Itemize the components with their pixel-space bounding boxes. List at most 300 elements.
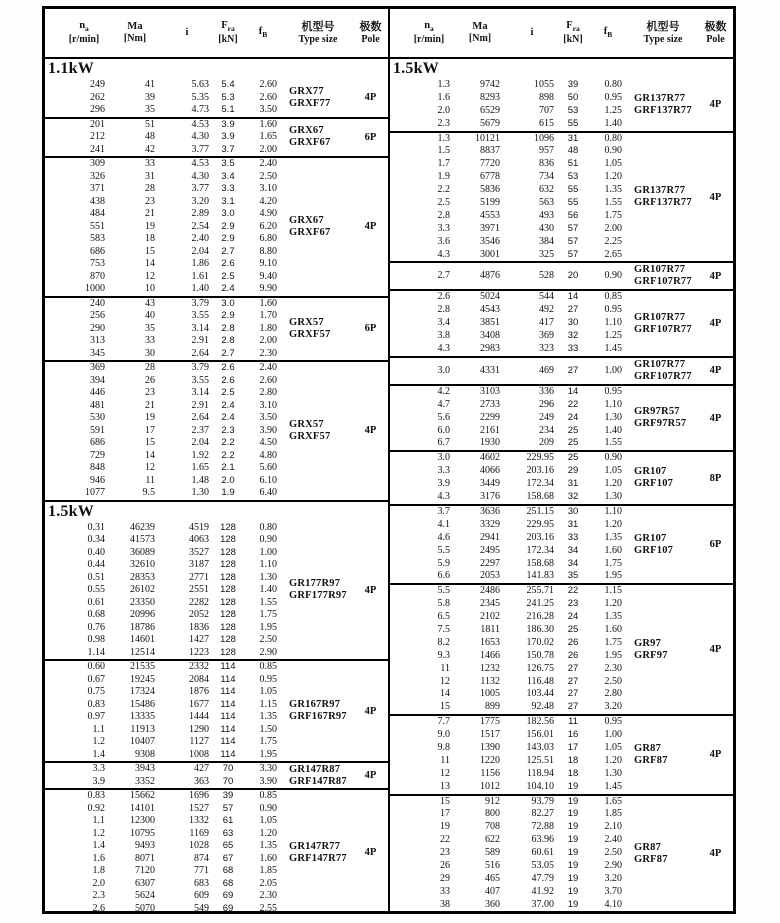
- torque-value: 19: [145, 220, 155, 232]
- table-row: [59, 634, 283, 647]
- torque-value: 15: [145, 437, 155, 448]
- table-row: [404, 532, 628, 545]
- radial-force-value: 16: [567, 729, 579, 741]
- torque-value: 1517: [480, 729, 500, 741]
- speed-value: 2.2: [437, 184, 450, 196]
- speed-value: 5.5: [437, 544, 450, 556]
- service-factor-value: 2.00: [259, 335, 277, 346]
- ratio-value: 41.92: [531, 885, 554, 897]
- service-factor-value: 1.25: [604, 104, 622, 116]
- torque-value: 28: [145, 183, 155, 194]
- torque-value: 3546: [480, 235, 500, 247]
- header-pole: [353, 21, 388, 45]
- pole-label: 8P: [709, 472, 722, 484]
- type-size-lines: [289, 125, 330, 149]
- table-row: [404, 755, 628, 768]
- radial-force-value: 48: [567, 145, 579, 157]
- radial-force-value: 56: [567, 209, 579, 221]
- speed-value: 212: [90, 131, 105, 142]
- pole-label: 6P: [364, 131, 377, 143]
- torque-value: 4543: [480, 304, 500, 316]
- speed-value: 0.51: [87, 571, 105, 583]
- speed-value: 1.6: [92, 852, 105, 864]
- speed-value: 1.5: [437, 145, 450, 157]
- speed-value: 0.61: [87, 596, 105, 608]
- torque-value: 3103: [480, 385, 500, 397]
- speed-value: 0.31: [87, 521, 105, 533]
- ratio-value: 3.20: [191, 195, 209, 207]
- ratio-value: 172.34: [526, 544, 554, 556]
- speed-value: 0.75: [87, 686, 105, 697]
- type-size-lines: [289, 764, 347, 788]
- table-row: [404, 688, 628, 701]
- service-factor-value: 2.05: [259, 877, 277, 889]
- torque-value: 4876: [480, 270, 500, 282]
- table-row: [404, 358, 628, 384]
- torque-value: 28353: [130, 571, 155, 583]
- table-row: [404, 545, 628, 558]
- table-row: [59, 534, 283, 547]
- speed-value: 0.98: [87, 634, 105, 645]
- service-factor-value: 2.50: [259, 170, 277, 182]
- table-row: [59, 79, 283, 92]
- type-size-label: GR107: [634, 532, 667, 544]
- table-row: [59, 790, 283, 803]
- service-factor-value: 3.50: [259, 104, 277, 115]
- speed-value: 591: [90, 424, 105, 436]
- speed-value: 3.0: [437, 452, 450, 464]
- torque-value: 40: [145, 310, 155, 321]
- radial-force-value: 67: [222, 852, 234, 864]
- speed-value: 256: [90, 310, 105, 321]
- header-pole: [698, 21, 733, 45]
- torque-value: 3176: [480, 491, 500, 503]
- service-factor-value: 1.40: [604, 424, 622, 436]
- service-factor-value: 9.90: [259, 283, 277, 294]
- service-factor-value: 1.05: [604, 741, 622, 753]
- radial-force-value: 19: [567, 847, 579, 859]
- type-size-label: GRX67: [289, 214, 324, 226]
- gear-group: [390, 261, 733, 289]
- ratio-value: 150.78: [526, 649, 554, 661]
- pole-label: 4P: [709, 848, 722, 860]
- header-radial-force-symbol: $F_{ra}$: [221, 20, 235, 34]
- group-rows: [45, 522, 283, 660]
- service-factor-value: 0.85: [259, 790, 277, 801]
- table-row: [404, 79, 628, 92]
- type-size-cell: [283, 79, 353, 117]
- table-row: [404, 716, 628, 729]
- service-factor-value: 2.90: [259, 646, 277, 658]
- speed-value: 2.0: [92, 877, 105, 889]
- service-factor-value: 1.35: [604, 531, 622, 543]
- torque-value: 3329: [480, 518, 500, 530]
- service-factor-value: 1.05: [604, 158, 622, 170]
- torque-value: 800: [485, 808, 500, 820]
- service-factor-value: 2.60: [259, 374, 277, 386]
- radial-force-value: 2.9: [221, 233, 235, 244]
- speed-value: 11: [440, 754, 450, 766]
- header-radial-force-unit: [kN]: [563, 34, 583, 46]
- speed-value: 240: [90, 297, 105, 309]
- radial-force-value: 25: [567, 424, 579, 436]
- service-factor-value: 1.10: [604, 505, 622, 517]
- table-row: [59, 890, 283, 903]
- speed-value: 5.6: [437, 411, 450, 423]
- ratio-value: 2084: [189, 673, 209, 685]
- ratio-value: 417: [539, 317, 554, 329]
- table-row: [59, 815, 283, 828]
- speed-value: 15: [440, 795, 450, 807]
- torque-value: 2297: [480, 557, 500, 569]
- ratio-value: 1127: [189, 736, 209, 747]
- speed-value: 2.7: [437, 270, 450, 282]
- type-size-label: GR137R77: [634, 92, 686, 104]
- table-row: [59, 271, 283, 284]
- radial-force-value: 2.6: [221, 362, 235, 373]
- header-pole-cn: 极数: [704, 20, 727, 33]
- table-row: [59, 711, 283, 724]
- ratio-value: 563: [539, 197, 554, 209]
- speed-value: 686: [90, 245, 105, 257]
- speed-value: 5.5: [437, 585, 450, 597]
- speed-value: 3.9: [437, 478, 450, 490]
- group-rows: [390, 79, 628, 131]
- radial-force-value: 114: [220, 736, 236, 747]
- pole-label: 4P: [709, 365, 722, 377]
- type-size-cell: [283, 522, 353, 660]
- type-size-label: GR97R57: [634, 406, 680, 418]
- ratio-value: 1223: [189, 646, 209, 658]
- table-row: [59, 475, 283, 488]
- type-size-label: GRF137R77: [634, 197, 692, 209]
- torque-value: 18: [145, 233, 155, 244]
- speed-value: 262: [90, 91, 105, 103]
- type-size-label: GRX57: [289, 316, 324, 328]
- service-factor-value: 1.45: [604, 343, 622, 355]
- ratio-value: 92.48: [531, 701, 554, 713]
- service-factor-value: 1.95: [604, 570, 622, 582]
- torque-value: 1653: [480, 636, 500, 648]
- speed-value: 870: [90, 270, 105, 282]
- torque-value: 3408: [480, 330, 500, 342]
- radial-force-value: 114: [220, 686, 236, 697]
- service-factor-value: 6.40: [259, 487, 277, 498]
- ratio-value: 1.40: [191, 283, 209, 294]
- radial-force-value: 2.0: [221, 474, 235, 486]
- service-factor-value: 1.00: [604, 729, 622, 741]
- pole-label: 4P: [364, 92, 377, 104]
- speed-value: 446: [90, 387, 105, 398]
- torque-value: 1220: [480, 754, 500, 766]
- radial-force-value: 25: [567, 623, 579, 635]
- radial-force-value: 2.6: [221, 258, 235, 269]
- table-row: [404, 452, 628, 465]
- radial-force-value: 3.5: [221, 158, 235, 169]
- torque-value: 7120: [135, 865, 155, 876]
- radial-force-value: 57: [567, 222, 579, 234]
- service-factor-value: 1.05: [259, 815, 277, 826]
- radial-force-value: 27: [567, 364, 579, 376]
- speed-value: 1.6: [437, 91, 450, 103]
- group-rows: [390, 358, 628, 384]
- torque-value: 6307: [135, 877, 155, 889]
- speed-value: 1.1: [92, 815, 105, 826]
- pole-label: 6P: [709, 539, 722, 551]
- ratio-value: 1008: [189, 748, 209, 760]
- table-row: [404, 847, 628, 860]
- torque-value: 35: [145, 322, 155, 334]
- service-factor-value: 1.30: [604, 411, 622, 423]
- radial-force-value: 2.5: [221, 270, 235, 282]
- speed-value: 6.5: [437, 611, 450, 623]
- service-factor-value: 8.80: [259, 245, 277, 257]
- table-row: [404, 701, 628, 714]
- ratio-value: 4.30: [191, 131, 209, 142]
- radial-force-value: 32: [567, 330, 579, 342]
- service-factor-value: 3.90: [259, 424, 277, 436]
- pole-label: 4P: [709, 99, 722, 111]
- ratio-value: 1527: [189, 802, 209, 814]
- torque-value: 39: [145, 91, 155, 103]
- table-row: [59, 736, 283, 749]
- service-factor-value: 0.90: [259, 534, 277, 545]
- power-section-title: 1.5kW: [45, 500, 388, 522]
- radial-force-value: 25: [567, 437, 579, 449]
- type-size-label: GR97: [634, 637, 662, 649]
- speed-value: 1.8: [92, 865, 105, 876]
- service-factor-value: 0.90: [604, 452, 622, 464]
- speed-value: 1.9: [437, 171, 450, 183]
- speed-value: 5.9: [437, 557, 450, 569]
- ratio-value: 2771: [189, 571, 209, 583]
- type-size-label: GR167R97: [289, 699, 341, 710]
- header-radial-force: [213, 20, 243, 45]
- ratio-value: 2.04: [191, 437, 209, 448]
- radial-force-value: 31: [567, 478, 579, 490]
- radial-force-value: 31: [567, 132, 579, 144]
- radial-force-value: 2.4: [221, 283, 235, 294]
- torque-value: 17324: [130, 686, 155, 697]
- table-row: [59, 776, 283, 789]
- ratio-value: 1290: [189, 723, 209, 735]
- ratio-value: 734: [539, 171, 554, 183]
- ratio-value: 229.95: [526, 518, 554, 530]
- ratio-value: 2.89: [191, 208, 209, 219]
- torque-value: 46239: [130, 521, 155, 533]
- table-row: [404, 506, 628, 519]
- table-row: [404, 834, 628, 847]
- radial-force-value: 26: [567, 649, 579, 661]
- service-factor-value: 1.15: [259, 698, 277, 710]
- speed-value: 249: [90, 79, 105, 90]
- pole-label: 4P: [709, 749, 722, 761]
- ratio-value: 3.79: [191, 362, 209, 373]
- speed-value: 23: [440, 847, 450, 859]
- type-size-lines: [289, 86, 330, 110]
- torque-value: 2299: [480, 411, 500, 423]
- ratio-value: 203.16: [526, 465, 554, 477]
- ratio-value: 296: [539, 398, 554, 410]
- torque-value: 21: [145, 399, 155, 411]
- speed-value: 1.3: [437, 132, 450, 144]
- header-speed: [59, 20, 109, 45]
- group-rows: [45, 298, 283, 361]
- radial-force-value: 2.7: [221, 245, 235, 257]
- radial-force-value: 23: [567, 598, 579, 610]
- gear-group: [390, 794, 733, 911]
- service-factor-value: 2.50: [604, 675, 622, 687]
- service-factor-value: 1.05: [604, 465, 622, 477]
- radial-force-value: 69: [222, 890, 234, 901]
- table-row: [59, 233, 283, 246]
- table-row: [59, 144, 283, 157]
- type-size-label: GRF107: [634, 544, 674, 556]
- header-ratio: [161, 27, 213, 39]
- torque-value: 26102: [130, 584, 155, 595]
- radial-force-value: 2.1: [221, 462, 235, 473]
- speed-value: 0.67: [87, 673, 105, 685]
- ratio-value: 60.61: [531, 847, 554, 859]
- radial-force-value: 61: [222, 815, 234, 826]
- speed-value: 13: [440, 780, 450, 792]
- header-radial-force: [558, 20, 588, 45]
- service-factor-value: 1.20: [259, 827, 277, 839]
- radial-force-value: 2.2: [221, 437, 235, 448]
- service-factor-value: 2.65: [604, 248, 622, 260]
- group-rows: [390, 452, 628, 504]
- torque-value: 12514: [130, 646, 155, 658]
- header-type-size: [283, 21, 353, 45]
- radial-force-value: 57: [567, 235, 579, 247]
- torque-value: 20996: [130, 609, 155, 620]
- type-size-lines: [289, 317, 330, 341]
- speed-value: 9.3: [437, 649, 450, 661]
- speed-value: 0.55: [87, 584, 105, 595]
- ratio-value: 5.35: [191, 91, 209, 103]
- speed-value: 0.40: [87, 546, 105, 558]
- speed-value: 33: [440, 885, 450, 897]
- table-row: [404, 624, 628, 637]
- table-row: [59, 647, 283, 660]
- service-factor-value: 3.70: [604, 885, 622, 897]
- torque-value: 6529: [480, 104, 500, 116]
- table-row: [404, 197, 628, 210]
- ratio-value: 2332: [189, 661, 209, 672]
- radial-force-value: 14: [567, 291, 579, 303]
- ratio-value: 1427: [189, 634, 209, 645]
- type-size-lines: [289, 215, 330, 239]
- service-factor-value: 1.20: [604, 171, 622, 183]
- radial-force-value: 2.9: [221, 220, 235, 232]
- torque-value: 9742: [480, 79, 500, 90]
- table-row: [404, 585, 628, 598]
- speed-value: 551: [90, 220, 105, 232]
- table-row: [59, 487, 283, 500]
- ratio-value: 836: [539, 158, 554, 170]
- radial-force-value: 14: [567, 385, 579, 397]
- ratio-value: 3.55: [191, 310, 209, 321]
- torque-value: 13335: [130, 711, 155, 722]
- type-size-lines: [634, 842, 668, 866]
- torque-value: 3851: [480, 317, 500, 329]
- ratio-value: 172.34: [526, 478, 554, 490]
- torque-value: 10795: [130, 827, 155, 839]
- type-size-label: GR147R87: [289, 763, 341, 775]
- torque-value: 1156: [480, 767, 500, 779]
- ratio-value: 203.16: [526, 531, 554, 543]
- gear-group: [45, 659, 388, 761]
- torque-value: 10407: [130, 736, 155, 747]
- header-speed-unit: [r/min]: [413, 34, 445, 46]
- column-body-right: [390, 59, 733, 911]
- speed-value: 3.3: [92, 763, 105, 774]
- table-row: [59, 310, 283, 323]
- torque-value: 4553: [480, 209, 500, 221]
- type-size-label: GRF107R77: [634, 276, 692, 288]
- service-factor-value: 0.95: [604, 716, 622, 728]
- header-type-size: [628, 21, 698, 45]
- table-row: [404, 386, 628, 399]
- speed-value: 19: [440, 821, 450, 833]
- table-row: [404, 236, 628, 249]
- speed-value: 1.1: [92, 723, 105, 735]
- torque-value: 1132: [480, 675, 500, 687]
- table-row: [59, 131, 283, 144]
- table-row: [59, 362, 283, 375]
- service-factor-value: 6.80: [259, 233, 277, 244]
- type-size-label: GR147R77: [289, 840, 341, 852]
- radial-force-value: 70: [222, 775, 234, 787]
- table-row: [404, 478, 628, 491]
- speed-value: 11: [440, 662, 450, 674]
- torque-value: 1390: [480, 741, 500, 753]
- type-size-lines: [634, 533, 673, 557]
- service-factor-value: 0.80: [604, 132, 622, 144]
- type-size-cell: [628, 79, 698, 131]
- ratio-value: 5.63: [191, 79, 209, 90]
- service-factor-value: 9.10: [259, 258, 277, 269]
- ratio-value: 1.61: [191, 270, 209, 282]
- speed-value: 3.8: [437, 330, 450, 342]
- service-factor-value: 1.75: [259, 736, 277, 747]
- service-factor-value: 0.95: [604, 91, 622, 103]
- ratio-value: 957: [539, 145, 554, 157]
- service-factor-value: 0.80: [604, 79, 622, 90]
- type-size-label: GRF147R77: [289, 852, 347, 864]
- table-row: [404, 304, 628, 317]
- radial-force-value: 69: [222, 902, 234, 911]
- speed-value: 3.3: [437, 465, 450, 477]
- type-size-label: GRXF77: [289, 97, 331, 109]
- group-rows: [45, 79, 283, 117]
- table-row: [59, 462, 283, 475]
- radial-force-value: 34: [567, 557, 579, 569]
- radial-force-value: 128: [220, 534, 236, 545]
- radial-force-value: 22: [567, 398, 579, 410]
- service-factor-value: 1.05: [259, 686, 277, 697]
- service-factor-value: 2.30: [259, 347, 277, 359]
- speed-value: 6.0: [437, 424, 450, 436]
- radial-force-value: 19: [567, 834, 579, 846]
- speed-value: 7.5: [437, 623, 450, 635]
- table-row: [59, 853, 283, 866]
- type-size-cell: [628, 133, 698, 262]
- speed-value: 686: [90, 437, 105, 448]
- speed-value: 2.6: [92, 902, 105, 911]
- speed-value: 438: [90, 195, 105, 207]
- table-row: [59, 375, 283, 388]
